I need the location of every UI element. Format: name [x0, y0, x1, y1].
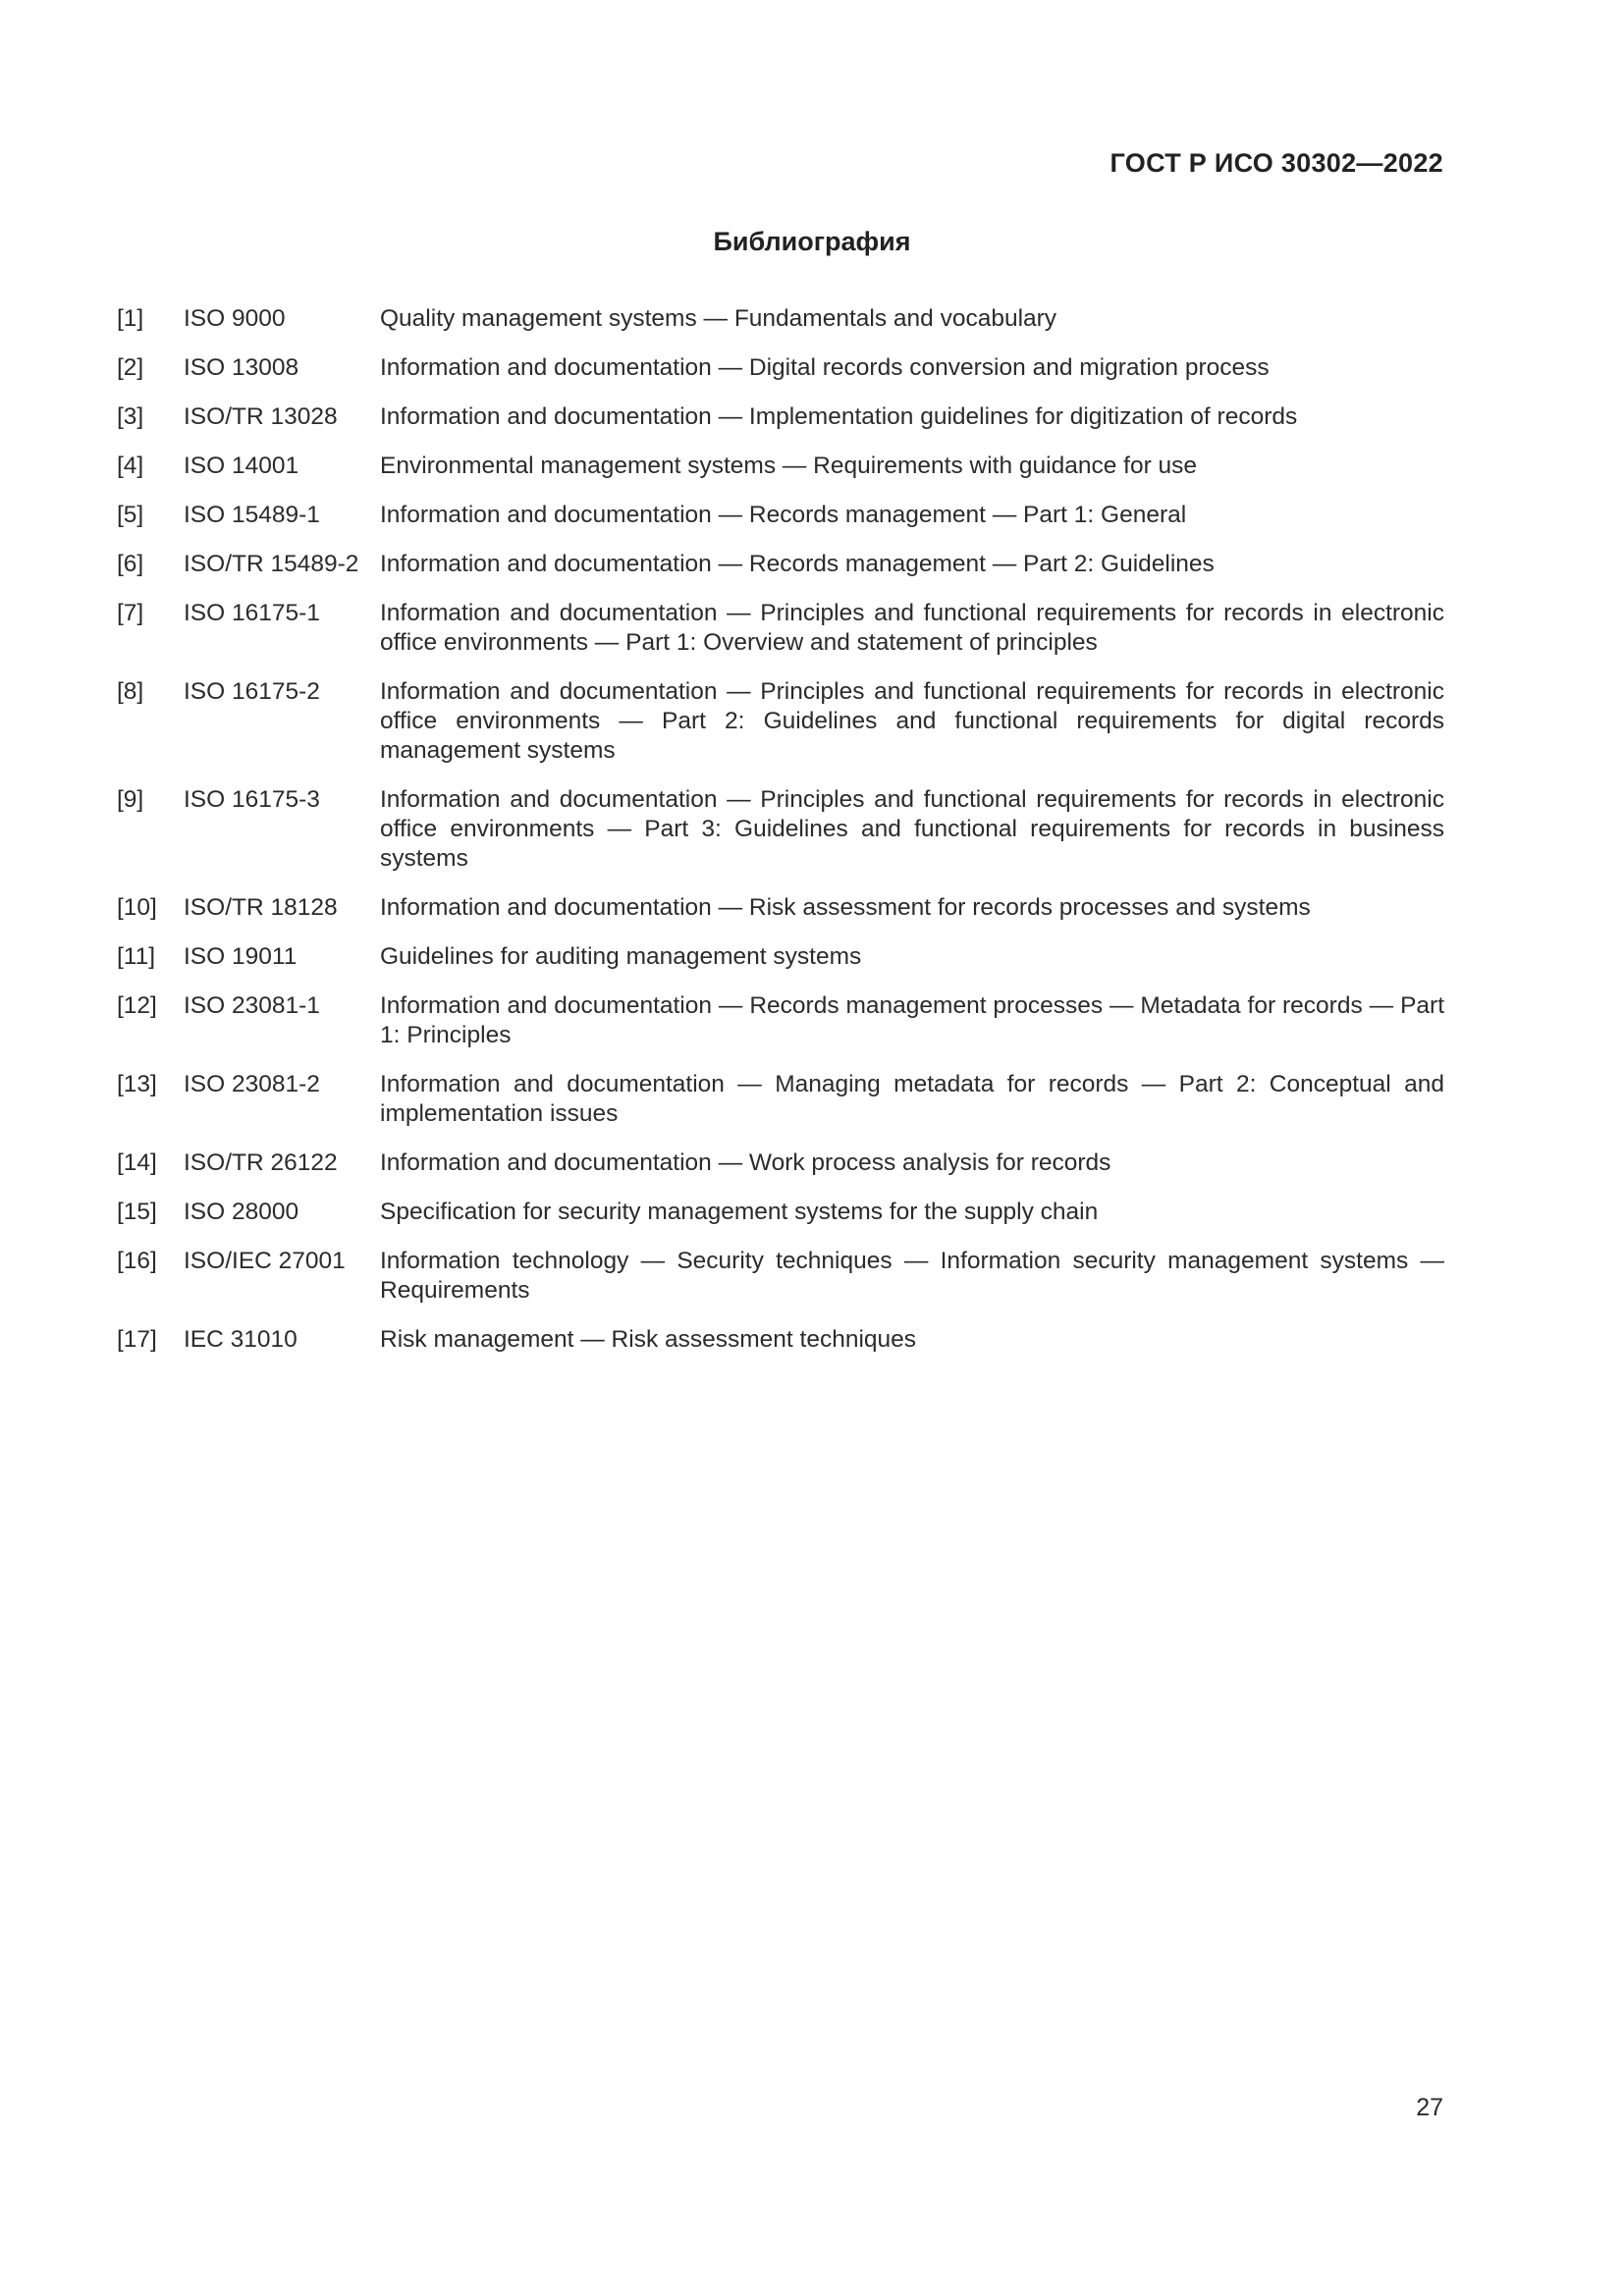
entry-number: [5] [117, 502, 144, 528]
entry-title: Specification for security management systems for the supply chain [380, 1199, 1099, 1225]
bibliography-entry [117, 452, 1444, 481]
entry-number: [14] [117, 1149, 157, 1176]
entry-title: Information and documentation — Managing metadata for records — Part 2: Conceptual and implementation issues [380, 1071, 1444, 1127]
entry-number: [13] [117, 1071, 157, 1097]
bibliography-entry [117, 1148, 1444, 1178]
entry-number: [1] [117, 305, 144, 332]
entry-standard-code: ISO/IEC 27001 [184, 1248, 346, 1274]
entry-standard-code: ISO 23081-2 [184, 1071, 320, 1097]
entry-title: Information and documentation — Principles and functional requirements for records in electronic office environments — Part 3: Guidelines and functional requirements for records in business systems [380, 786, 1444, 872]
entry-standard-code: ISO 14001 [184, 453, 299, 479]
entry-standard-code: ISO 28000 [184, 1199, 299, 1225]
bibliography-entry [117, 1070, 1444, 1129]
bibliography-list [117, 304, 1444, 1374]
entry-standard-code: ISO/TR 15489-2 [184, 551, 359, 577]
section-title: Библиография [713, 227, 911, 256]
entry-number: [3] [117, 403, 144, 430]
entry-number: [7] [117, 600, 144, 626]
bibliography-entry [117, 893, 1444, 923]
entry-standard-code: ISO 16175-1 [184, 600, 320, 626]
entry-number: [8] [117, 678, 144, 705]
bibliography-entry [117, 942, 1444, 972]
bibliography-entry [117, 304, 1444, 334]
bibliography-entry [117, 550, 1444, 579]
bibliography-entry [117, 677, 1444, 766]
entry-number: [4] [117, 453, 144, 479]
entry-number: [10] [117, 894, 157, 921]
entry-title: Information and documentation — Risk assessment for records processes and systems [380, 894, 1311, 921]
entry-standard-code: ISO/TR 13028 [184, 403, 338, 430]
entry-number: [15] [117, 1199, 157, 1225]
entry-title: Information and documentation — Principles and functional requirements for records in electronic office environments — Part 1: Overview and statement of principles [380, 600, 1444, 656]
bibliography-entry [117, 785, 1444, 874]
entry-title: Information and documentation — Records management processes — Metadata for records — Part 1: Principles [380, 992, 1444, 1048]
entry-title: Risk management — Risk assessment techniques [380, 1326, 917, 1353]
bibliography-entry [117, 599, 1444, 658]
entry-standard-code: ISO 13008 [184, 354, 299, 381]
entry-standard-code: ISO/TR 26122 [184, 1149, 338, 1176]
bibliography-entry [117, 1325, 1444, 1355]
bibliography-entry [117, 402, 1444, 432]
bibliography-entry [117, 991, 1444, 1050]
entry-title: Environmental management systems — Requirements with guidance for use [380, 453, 1198, 479]
bibliography-entry [117, 353, 1444, 383]
entry-number: [17] [117, 1326, 157, 1353]
page-number: 27 [1416, 2094, 1443, 2121]
entry-title: Information and documentation — Records management — Part 1: General [380, 502, 1187, 528]
entry-standard-code: ISO 23081-1 [184, 992, 320, 1019]
entry-standard-code: ISO 9000 [184, 305, 286, 332]
entry-number: [6] [117, 551, 144, 577]
entry-number: [12] [117, 992, 157, 1019]
entry-standard-code: ISO 15489-1 [184, 502, 320, 528]
entry-title: Guidelines for auditing management systems [380, 943, 862, 970]
entry-title: Information and documentation — Digital records conversion and migration process [380, 354, 1270, 381]
bibliography-entry [117, 501, 1444, 530]
bibliography-entry [117, 1198, 1444, 1227]
entry-title: Information and documentation — Principles and functional requirements for records in electronic office environments — Part 2: Guidelines and functional requirements for digital records management systems [380, 678, 1444, 764]
entry-number: [9] [117, 786, 144, 813]
entry-title: Information and documentation — Work process analysis for records [380, 1149, 1111, 1176]
entry-standard-code: ISO/TR 18128 [184, 894, 338, 921]
entry-title: Information and documentation — Implementation guidelines for digitization of records [380, 403, 1298, 430]
entry-title: Information technology — Security techniques — Information security management systems — Requirements [380, 1248, 1444, 1304]
entry-standard-code: ISO 19011 [184, 943, 298, 970]
bibliography-entry [117, 1247, 1444, 1306]
document-id-header: ГОСТ Р ИСО 30302—2022 [1110, 148, 1443, 178]
entry-standard-code: ISO 16175-3 [184, 786, 320, 813]
entry-number: [2] [117, 354, 144, 381]
entry-number: [11] [117, 943, 156, 970]
entry-number: [16] [117, 1248, 157, 1274]
entry-title: Information and documentation — Records management — Part 2: Guidelines [380, 551, 1215, 577]
entry-standard-code: ISO 16175-2 [184, 678, 320, 705]
entry-standard-code: IEC 31010 [184, 1326, 298, 1353]
entry-title: Quality management systems — Fundamentals and vocabulary [380, 305, 1057, 332]
